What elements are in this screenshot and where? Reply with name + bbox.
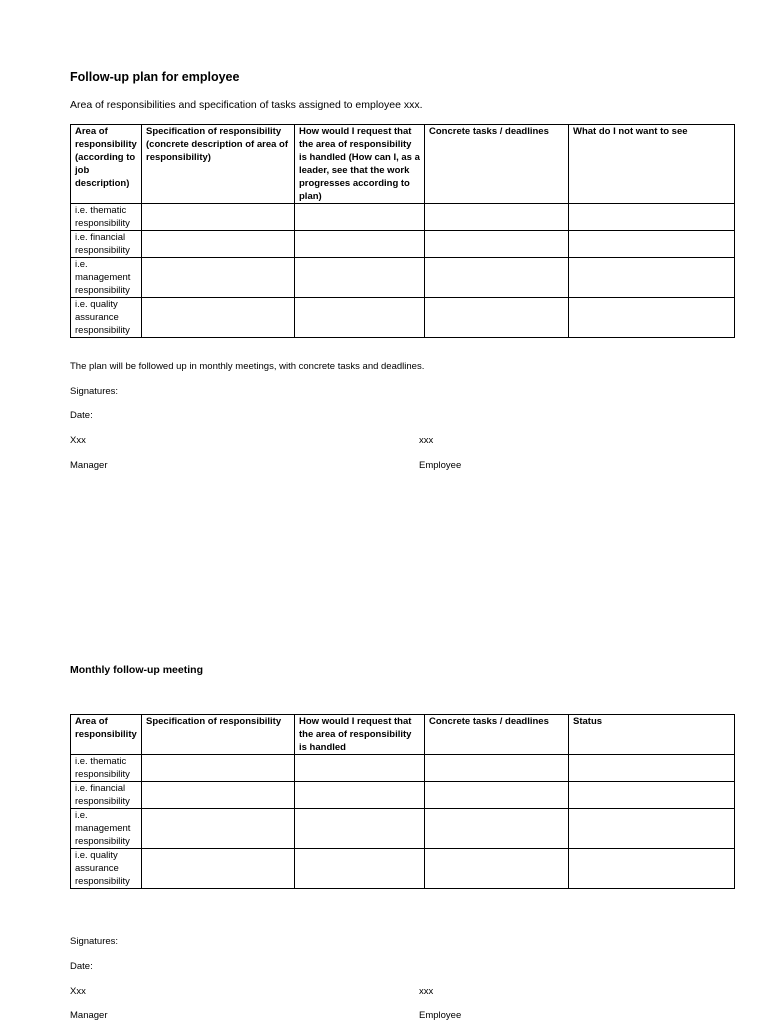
table-cell[interactable] — [425, 298, 569, 338]
table-cell[interactable] — [295, 755, 425, 782]
table-cell[interactable] — [425, 849, 569, 889]
header-status: Status — [569, 715, 735, 755]
row-label-cell: i.e. financial responsibility — [71, 231, 142, 258]
employee-name: xxx — [419, 986, 434, 997]
table-cell[interactable] — [142, 298, 295, 338]
table-row — [71, 782, 735, 809]
table-row — [71, 809, 735, 849]
table-row — [71, 755, 735, 782]
header-tasks-deadlines: Concrete tasks / deadlines — [425, 125, 569, 204]
table-cell[interactable] — [425, 755, 569, 782]
table-cell[interactable] — [295, 204, 425, 231]
row-label-cell: i.e. thematic responsibility — [71, 204, 142, 231]
responsibility-plan-table — [70, 124, 735, 338]
row-label-cell: i.e. quality assurance responsibility — [71, 298, 142, 338]
table-row — [71, 204, 735, 231]
table-row — [71, 231, 735, 258]
table-cell[interactable] — [142, 849, 295, 889]
table-cell[interactable] — [295, 258, 425, 298]
row-label-cell: i.e. thematic responsibility — [71, 755, 142, 782]
manager-name: Xxx — [70, 986, 86, 997]
table-cell[interactable] — [425, 258, 569, 298]
table-cell[interactable] — [569, 755, 735, 782]
table-cell[interactable] — [425, 231, 569, 258]
table-cell[interactable] — [295, 782, 425, 809]
table-cell[interactable] — [569, 231, 735, 258]
table-cell[interactable] — [569, 782, 735, 809]
table-cell[interactable] — [425, 809, 569, 849]
header-how-request: How would I request that the area of responsibility is handled (How can I, as a leader, see that the work progresses according to plan) — [295, 125, 425, 204]
table-row — [71, 258, 735, 298]
header-how-request: How would I request that the area of responsibility is handled — [295, 715, 425, 755]
monthly-meeting-table — [70, 714, 735, 889]
table-cell[interactable] — [425, 204, 569, 231]
table-cell[interactable] — [142, 204, 295, 231]
employee-name: xxx — [419, 435, 434, 446]
header-area: Area of responsibility — [71, 715, 142, 755]
table-row — [71, 298, 735, 338]
table-cell[interactable] — [425, 782, 569, 809]
row-label-cell: i.e. management responsibility — [71, 258, 142, 298]
signatures-label: Signatures: — [70, 386, 119, 397]
table-cell[interactable] — [569, 298, 735, 338]
employee-role: Employee — [419, 1010, 462, 1021]
date-label: Date: — [70, 410, 93, 421]
followup-note: The plan will be followed up in monthly meetings, with concrete tasks and deadlines. — [70, 361, 425, 372]
manager-role: Manager — [70, 1010, 108, 1021]
document-title: Follow-up plan for employee — [70, 70, 240, 84]
table-cell[interactable] — [295, 231, 425, 258]
table-header-row — [71, 125, 735, 204]
manager-name: Xxx — [70, 435, 86, 446]
table-header-row — [71, 715, 735, 755]
header-specification: Specification of responsibility — [142, 715, 295, 755]
table-cell[interactable] — [569, 849, 735, 889]
row-label-cell: i.e. quality assurance responsibility — [71, 849, 142, 889]
document-subtitle: Area of responsibilities and specification of tasks assigned to employee xxx. — [70, 99, 423, 111]
table-cell[interactable] — [569, 809, 735, 849]
table-cell[interactable] — [142, 231, 295, 258]
table-cell[interactable] — [569, 204, 735, 231]
table-cell[interactable] — [295, 298, 425, 338]
header-area: Area of responsibility (according to job description) — [71, 125, 142, 204]
header-specification: Specification of responsibility (concrete description of area of responsibility) — [142, 125, 295, 204]
header-tasks-deadlines: Concrete tasks / deadlines — [425, 715, 569, 755]
employee-role: Employee — [419, 460, 462, 471]
table-row — [71, 849, 735, 889]
table-cell[interactable] — [295, 809, 425, 849]
table-cell[interactable] — [569, 258, 735, 298]
table-cell[interactable] — [142, 782, 295, 809]
table-cell[interactable] — [295, 849, 425, 889]
header-not-want: What do I not want to see — [569, 125, 735, 204]
section-heading-monthly: Monthly follow-up meeting — [70, 664, 203, 676]
row-label-cell: i.e. financial responsibility — [71, 782, 142, 809]
table-cell[interactable] — [142, 755, 295, 782]
table-cell[interactable] — [142, 258, 295, 298]
manager-role: Manager — [70, 460, 108, 471]
date-label: Date: — [70, 961, 93, 972]
table-cell[interactable] — [142, 809, 295, 849]
signatures-label: Signatures: — [70, 936, 119, 947]
row-label-cell: i.e. management responsibility — [71, 809, 142, 849]
